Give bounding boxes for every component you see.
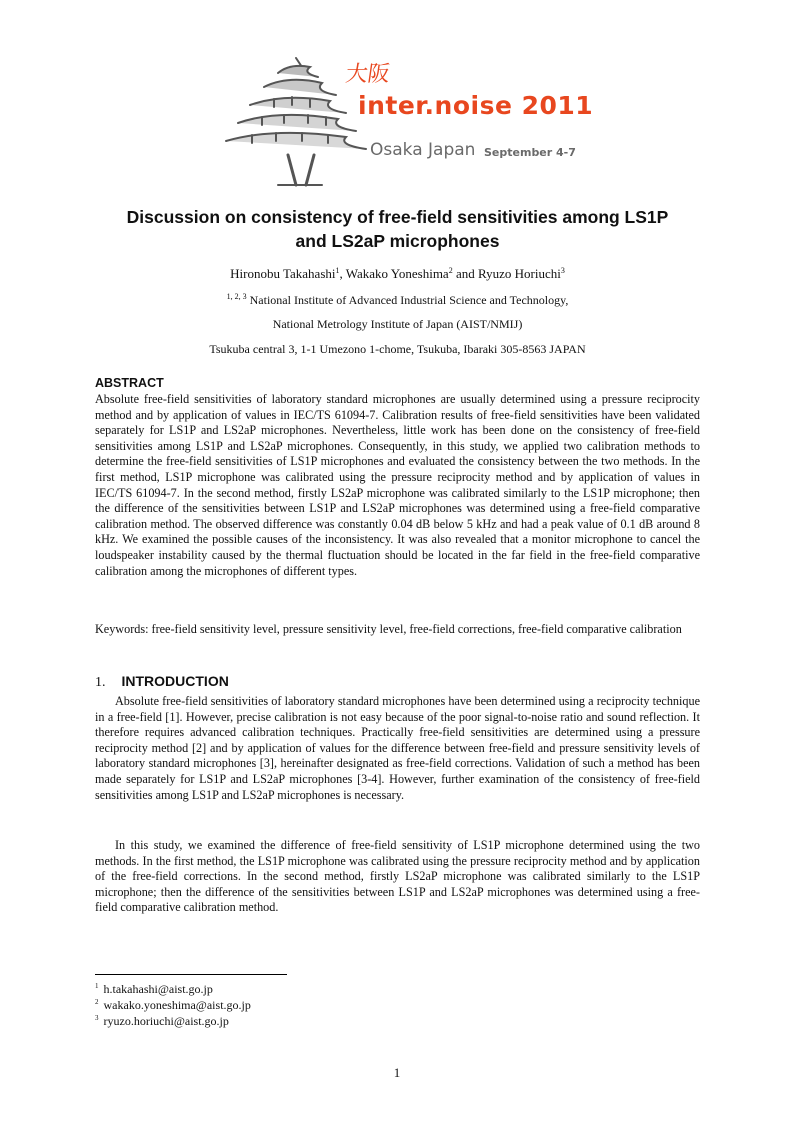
logo-event-name: inter.noise 2011: [358, 91, 594, 120]
author-name: Ryuzo Horiuchi: [477, 266, 561, 281]
affiliation-institute: National Institute of Advanced Industrial Science and Technology,: [249, 293, 569, 307]
footnote-mark: 1: [95, 982, 99, 990]
author-mark: 2: [448, 266, 453, 275]
author-name: Wakako Yoneshima: [345, 266, 449, 281]
section-heading: [95, 673, 229, 691]
affiliation-line-2: National Metrology Institute of Japan (AIST/NMIJ): [272, 317, 523, 331]
osaka-castle-illustration: [218, 55, 598, 195]
author-name: Hironobu Takahashi: [230, 266, 336, 281]
author-mark: 1: [335, 266, 340, 275]
paper-title: [95, 205, 700, 253]
intro-paragraph-2: In this study, we examined the difference of free-field sensitivity of LS1P microphone determined using the two methods. In the first method, the LS1P microphone was calibrated using the pressure reciprocity method and by application of the free-field corrections. In the second method, firstly LS2aP microphone was calibrated similarly to the LS1P microphone; then the difference of the sensitivities between LS1P and LS2aP microphones was determined using a free-field comparative calibration method.: [95, 838, 700, 915]
footnote-email: wakako.yoneshima@aist.go.jp: [103, 998, 251, 1012]
abstract-heading: ABSTRACT: [95, 376, 164, 390]
author-list: Hironobu Takahashi$^1$, Wakako Yoneshima$^2$ and Ryuzo Horiuchi$^3$: [230, 266, 565, 281]
affiliation-line-1: [95, 292, 700, 308]
affiliation-marks: 1, 2, 3: [226, 292, 247, 301]
keywords: Keywords: free-field sensitivity level, pressure sensitivity level, free-field corrections, free-field comparative calibration: [95, 622, 682, 636]
abstract-text: Absolute free-field sensitivities of laboratory standard microphones are usually determined using a pressure reciprocity method and by application of values in IEC/TS 61094-7. Calibration results of free-field sensitivities have been validated separately for LS1P and LS2aP microphones. Nevertheless, little work has been done on the consistency of free-field sensitivities among LS1P and LS2aP microphones. Consequently, in this study, we applied two calibration methods to determine the free-field sensitivities of LS1P microphones and evaluated the consistency between the two methods. In the first method, LS1P microphone was calibrated using the pressure reciprocity method and by application of values in IEC/TS 61094-7. In the second method, firstly LS2aP microphone was calibrated similarly to the LS1P microphone; then the difference of the sensitivities between LS1P and LS2aP microphones was determined using a free-field comparative calibration method. The observed difference was constantly 0.04 dB below 5 kHz and had a peak value of 0.1 dB around 8 kHz. We examined the possible causes of the inconsistency. It was also revealed that a monitor microphone to cancel the loudspeaker instability caused by the thermal fluctuation should be located in the far field in the free-field comparative calibration among the microphones of different types.: [95, 392, 700, 578]
section-number: 1.: [95, 675, 106, 690]
footnote-mark: 2: [95, 998, 99, 1006]
footnote-mark: 3: [95, 1014, 99, 1022]
affiliation-address: Tsukuba central 3, 1-1 Umezono 1-chome, Tsukuba, Ibaraki 305-8563 JAPAN: [209, 342, 586, 356]
logo-dates: September 4-7: [484, 146, 576, 159]
conference-logo: [218, 55, 598, 195]
footnote: [95, 1014, 229, 1029]
footnote-email: ryuzo.horiuchi@aist.go.jp: [103, 1014, 229, 1028]
logo-location: Osaka Japan: [370, 140, 476, 160]
footnote-divider: [95, 974, 287, 975]
intro-paragraph-1: Absolute free-field sensitivities of laboratory standard microphones have been determined using a reciprocity technique in a free-field [1]. However, precise calibration is not easy because of the poor signal-to-noise ratio and sound reflection. It therefore requires advanced calibration techniques. Practically free-field sensitivities are determined using a pressure reciprocity method [2] and by application of values for the difference between free-field and pressure sensitivity levels of laboratory standard microphones [3], hereinafter designated as free-field corrections. Validation of such a method has been made separately for LS1P and LS2aP microphones [3-4]. However, further examination of the consistency of free-field sensitivities among LS1P and LS2aP microphones is necessary.: [95, 694, 700, 802]
page-number: 1: [393, 1065, 401, 1080]
author-mark: 3: [560, 266, 565, 275]
logo-kanji: 大阪: [343, 62, 392, 87]
footnote: [95, 998, 251, 1013]
section-title: INTRODUCTION: [121, 673, 229, 689]
title-line-2: and LS2aP microphones: [295, 231, 500, 251]
footnote: [95, 982, 213, 997]
footnote-email: h.takahashi@aist.go.jp: [103, 982, 213, 996]
title-line-1: Discussion on consistency of free-field sensitivities among LS1P: [126, 207, 669, 227]
